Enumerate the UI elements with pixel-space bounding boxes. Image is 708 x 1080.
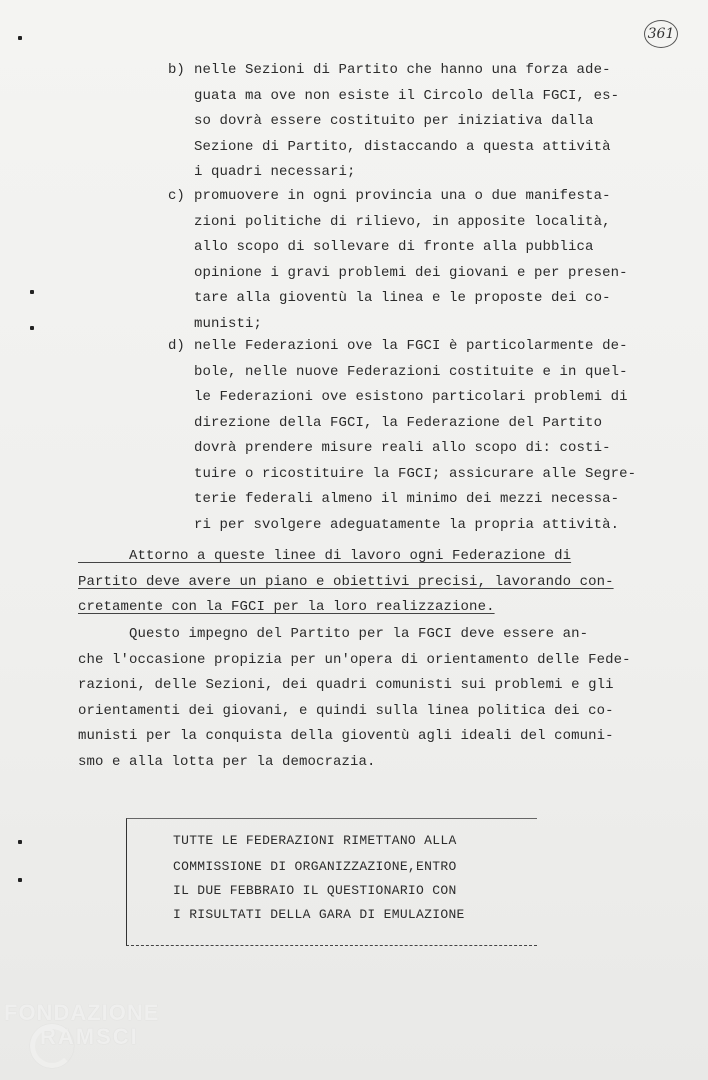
text-line: promuovere in ogni provincia una o due manifesta- bbox=[194, 188, 611, 204]
text-line: i quadri necessari; bbox=[194, 164, 356, 180]
page-number: 361 bbox=[644, 20, 678, 48]
text-line: nelle Federazioni ove la FGCI è particolarmente de- bbox=[194, 338, 628, 354]
list-item-c bbox=[168, 184, 638, 337]
text-line: dovrà prendere misure reali allo scopo di: costi- bbox=[194, 440, 611, 456]
text-line: smo e alla lotta per la democrazia. bbox=[78, 753, 376, 770]
watermark-line: RAMSCI bbox=[40, 1024, 139, 1049]
text-line: che l'occasione propizia per un'opera di orientamento delle Fede- bbox=[78, 651, 631, 668]
punch-mark bbox=[30, 326, 34, 330]
text-line: zioni politiche di rilievo, in apposite località, bbox=[194, 213, 611, 230]
text-line: Attorno a queste linee di lavoro ogni Federazione di bbox=[78, 548, 572, 564]
text-line: orientamenti dei giovani, e quindi sulla linea politica dei co- bbox=[78, 702, 614, 719]
notice-line: IL DUE FEBBRAIO IL QUESTIONARIO CON bbox=[173, 883, 457, 898]
text-line: direzione della FGCI, la Federazione del Partito bbox=[194, 414, 603, 431]
text-line: tare alla gioventù la linea e le proposte dei co- bbox=[194, 290, 611, 306]
text-line: razioni, delle Sezioni, dei quadri comunisti sui problemi e gli bbox=[78, 677, 614, 693]
list-item-d bbox=[168, 334, 638, 538]
punch-mark bbox=[30, 290, 34, 294]
text-line: opinione i gravi problemi dei giovani e per presen- bbox=[194, 264, 628, 281]
watermark-line: FONDAZIONE bbox=[4, 1000, 160, 1025]
watermark-g-logo-icon bbox=[30, 1024, 74, 1068]
text-line: guata ma ove non esiste il Circolo della FGCI, es- bbox=[194, 87, 620, 104]
list-marker: d) bbox=[168, 338, 185, 354]
punch-mark bbox=[18, 878, 22, 882]
text-line: Sezione di Partito, distaccando a questa attività bbox=[194, 138, 611, 155]
text-line: munisti per la conquista della gioventù agli ideali del comuni- bbox=[78, 728, 614, 744]
text-line: terie federali almeno il minimo dei mezzi necessa- bbox=[194, 491, 620, 507]
text-line: le Federazioni ove esistono particolari problemi di bbox=[194, 389, 628, 405]
text-line: nelle Sezioni di Partito che hanno una forza ade- bbox=[194, 62, 611, 78]
notice-line: I RISULTATI DELLA GARA DI EMULAZIONE bbox=[173, 907, 465, 922]
text-line: Partito deve avere un piano e obiettivi precisi, lavorando con- bbox=[78, 573, 614, 590]
closing-paragraph bbox=[78, 622, 638, 775]
text-line: tuire o ricostituire la FGCI; assicurare alle Segre- bbox=[194, 465, 637, 482]
text-line: ri per svolgere adeguatamente la propria attività. bbox=[194, 516, 620, 533]
text-line: Questo impegno del Partito per la FGCI deve essere an- bbox=[78, 626, 589, 642]
fondazione-gramsci-watermark bbox=[4, 1000, 159, 1050]
list-item-b bbox=[168, 58, 638, 186]
punch-mark bbox=[18, 36, 22, 40]
list-marker: c) bbox=[168, 188, 185, 204]
punch-mark bbox=[18, 840, 22, 844]
list-marker: b) bbox=[168, 62, 185, 78]
text-line: munisti; bbox=[194, 315, 263, 332]
text-line: so dovrà essere costituito per iniziativa dalla bbox=[194, 113, 594, 129]
text-line: cretamente con la FGCI per la loro realizzazione. bbox=[78, 599, 495, 615]
notice-box bbox=[126, 818, 537, 946]
text-line: allo scopo di sollevare di fronte alla pubblica bbox=[194, 239, 594, 255]
notice-line: TUTTE LE FEDERAZIONI RIMETTANO ALLA bbox=[173, 833, 457, 848]
notice-line: COMMISSIONE DI ORGANIZZAZIONE,ENTRO bbox=[173, 859, 457, 874]
text-line: bole, nelle nuove Federazioni costituite e in quel- bbox=[194, 363, 628, 380]
underlined-paragraph bbox=[78, 544, 638, 621]
